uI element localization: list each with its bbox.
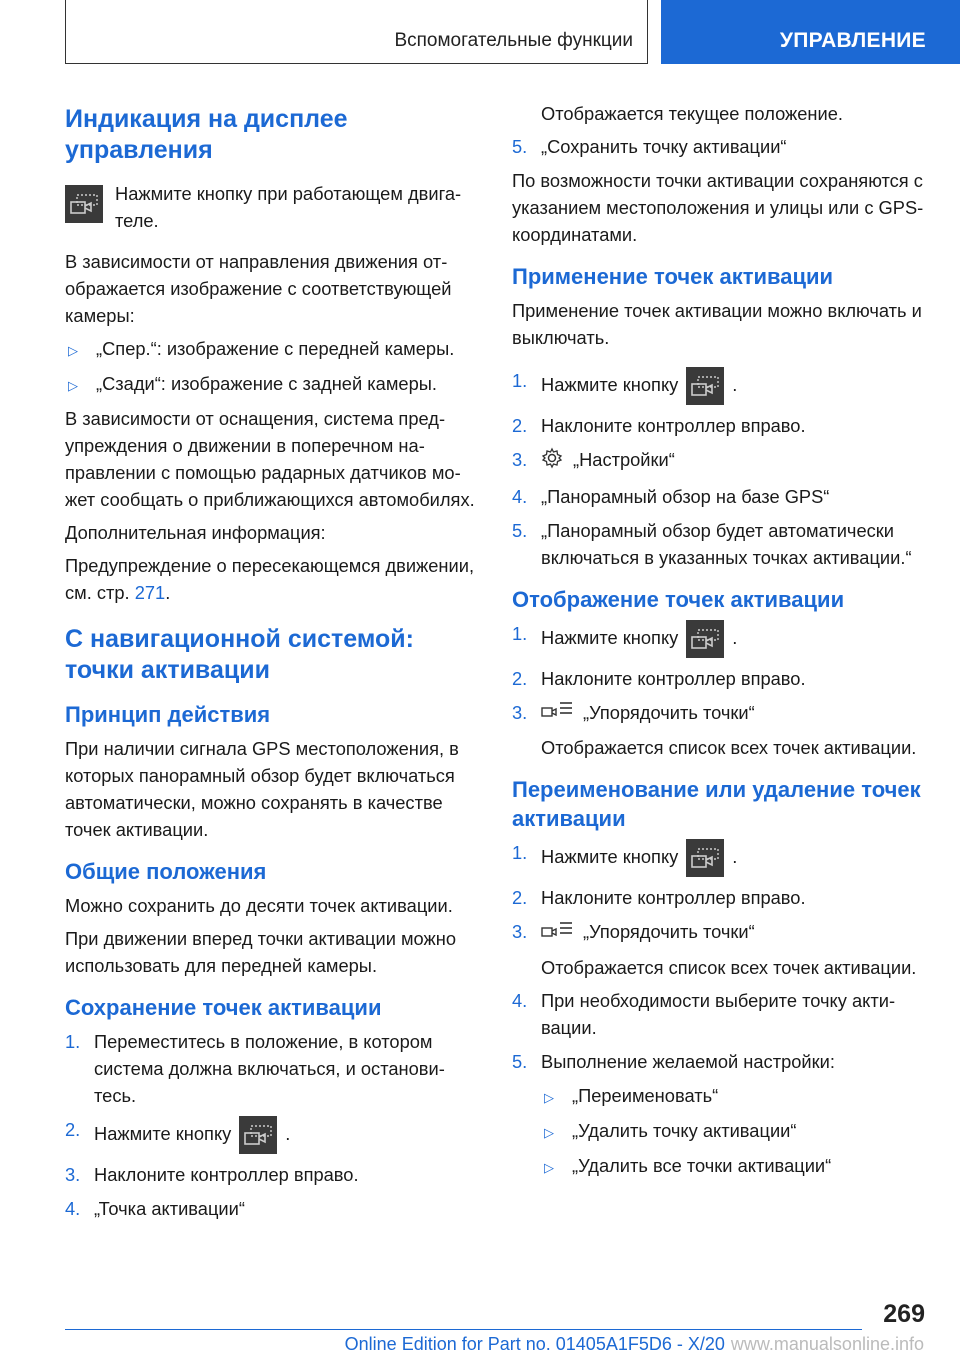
heading-show: Отображение точек активации <box>512 586 845 612</box>
header-chapter-tab <box>661 0 960 64</box>
list-item <box>65 1028 480 1109</box>
footer-edition-text: Online Edition for Part no. 01405A1F5D6 - X/20 <box>344 1334 725 1354</box>
step-text: Наклоните контроллер вправо. <box>541 415 806 436</box>
list-item: 1. Нажмите кнопку . <box>512 367 927 405</box>
step-number: 5. <box>512 136 528 157</box>
step-text: Наклоните контроллер вправо. <box>94 1164 359 1185</box>
list-icon <box>541 700 573 727</box>
footer-divider <box>65 1329 862 1330</box>
paragraph: Отображается список всех точек активации. <box>541 737 917 759</box>
list-item-text: „Спер.“: изображение с передней камеры. <box>96 338 455 359</box>
list-item: 1. Нажмите кнопку . <box>512 839 927 877</box>
heading-display: Индикация на дисплее управления <box>65 105 348 164</box>
step-number: 4. <box>512 485 528 507</box>
list-item <box>65 370 480 397</box>
list-item: 2. Нажмите кнопку . <box>65 1116 480 1154</box>
camera-button-icon <box>686 839 724 877</box>
camera-button-icon <box>686 367 724 405</box>
step-text: „Точка активации“ <box>94 1198 245 1219</box>
paragraph-text: . <box>165 582 171 603</box>
header-section-box <box>65 0 648 64</box>
step-number: 2. <box>512 415 528 436</box>
right-column <box>512 100 927 1187</box>
paragraph: Применение точек активации можно включать и выключать. <box>512 300 922 348</box>
step-text: „Сохранить точку активации“ <box>541 136 787 157</box>
step-number: 1. <box>512 370 528 391</box>
paragraph: В зависимости от оснащения, система предупреждения о движении в поперечном направлении с помощью радарных датчиков может сообщать о приближающихся автомобилях. <box>65 408 475 510</box>
header-chapter-title: УПРАВЛЕНИЕ <box>779 29 926 52</box>
list-item: 1. Нажмите кнопку . <box>512 620 927 658</box>
list-item <box>512 884 927 911</box>
paragraph: В зависимости от направления движения отображается изображение с соответствующей камеры: <box>65 251 452 326</box>
step-number: 3. <box>512 921 528 943</box>
step-number: 2. <box>512 887 528 909</box>
list-item-text: „Удалить точку активации“ <box>572 1120 797 1142</box>
heading-rename: Переименование или удаление точек активации <box>512 777 921 832</box>
watermark: www.manualsonline.info <box>730 1334 924 1354</box>
step-number: 4. <box>512 990 528 1012</box>
list-item-text: „Удалить все точки активации“ <box>572 1155 832 1177</box>
list-item <box>512 987 927 1041</box>
list-item <box>512 1117 927 1144</box>
step-number: 5. <box>512 519 528 541</box>
list-item <box>512 446 927 476</box>
triangle-right-icon: ▷ <box>68 378 78 393</box>
step-number: 2. <box>512 667 528 689</box>
intro-row <box>65 180 480 234</box>
paragraph: При наличии сигнала GPS местоположения, в которых панорамный обзор будет включаться автоматически, можно сохранять в качестве точек активации. <box>65 738 459 840</box>
heading-principle: Принцип действия <box>65 702 271 727</box>
paragraph <box>65 552 480 606</box>
paragraph: Отображается список всех точек активации. <box>541 957 917 979</box>
step-number: 3. <box>65 1164 81 1185</box>
list-item <box>512 699 927 728</box>
step-number: 3. <box>512 449 528 470</box>
left-column <box>65 100 480 1229</box>
triangle-right-icon: ▷ <box>544 1090 554 1106</box>
intro-text: Нажмите кнопку при работающем двигателе. <box>115 183 462 231</box>
list-item <box>512 517 927 571</box>
step-number: 5. <box>512 1051 528 1073</box>
step-number: 1. <box>65 1031 81 1052</box>
paragraph: Отображается текущее положение. <box>541 103 843 124</box>
page-number: 269 <box>883 1300 925 1328</box>
paragraph: При движении вперед точки активации можно использовать для передней камеры. <box>65 928 457 976</box>
step-text: „Панорамный обзор на базе GPS“ <box>541 485 830 507</box>
footer-edition <box>0 1334 924 1355</box>
paragraph-text: Предупреждение о пересекающемся движении, см. стр. <box>65 555 475 603</box>
step-number: 2. <box>65 1119 81 1140</box>
step-text: Нажмите кнопку <box>541 846 679 868</box>
list-item <box>512 1048 927 1075</box>
list-item <box>65 1161 480 1188</box>
list-item <box>512 918 927 947</box>
triangle-right-icon: ▷ <box>68 343 78 358</box>
step-text: Наклоните контроллер вправо. <box>541 667 806 689</box>
step-text: „Настройки“ <box>573 449 675 470</box>
step-number: 4. <box>65 1198 81 1219</box>
paragraph: Можно сохранить до десяти точек активации. <box>65 895 453 916</box>
step-text: Переместитесь в положение, в котором система должна включаться, и остановитесь. <box>94 1031 445 1106</box>
step-text: Нажмите кнопку <box>541 373 679 395</box>
triangle-right-icon: ▷ <box>544 1160 554 1176</box>
step-number: 1. <box>512 622 528 644</box>
step-text: „Упорядочить точки“ <box>583 701 755 723</box>
list-item <box>512 483 927 510</box>
heading-apply: Применение точек активации <box>512 264 834 289</box>
step-number: 3. <box>512 701 528 723</box>
list-item <box>512 412 927 439</box>
gear-icon <box>541 447 563 476</box>
heading-navigation: С навигационной системой: точки активации <box>65 625 414 684</box>
list-item <box>65 335 480 362</box>
list-item <box>65 1195 480 1222</box>
step-text: „Упорядочить точки“ <box>583 921 755 943</box>
step-text: Наклоните контроллер вправо. <box>541 887 806 909</box>
page-link[interactable]: 271 <box>134 582 166 603</box>
step-text: Выполнение желаемой настройки: <box>541 1051 835 1073</box>
list-item <box>512 133 927 160</box>
list-item <box>512 1082 927 1109</box>
step-text: Нажмите кнопку <box>541 626 679 648</box>
triangle-right-icon: ▷ <box>544 1125 554 1141</box>
heading-general: Общие положения <box>65 859 267 884</box>
camera-button-icon <box>686 620 724 658</box>
step-text: Нажмите кнопку <box>94 1122 232 1144</box>
paragraph: Дополнительная информация: <box>65 522 326 543</box>
header-section-title: Вспомогательные функции <box>394 30 633 51</box>
list-item <box>512 665 927 692</box>
step-text: При необходимости выберите точку активации. <box>541 990 896 1039</box>
heading-save: Сохранение точек активации <box>65 995 382 1020</box>
paragraph: По возможности точки активации сохраняются с указанием местоположения и улицы или с GPS-координатами. <box>512 170 924 245</box>
step-text: „Панорамный обзор будет автоматически включаться в указанных точках активации.“ <box>541 519 912 568</box>
camera-button-icon <box>65 185 103 223</box>
list-item <box>512 1152 927 1179</box>
step-number: 1. <box>512 842 528 864</box>
list-item-text: „Сзади“: изображение с задней камеры. <box>96 373 437 394</box>
list-icon <box>541 920 573 947</box>
list-item-text: „Переименовать“ <box>572 1085 719 1107</box>
camera-button-icon <box>239 1116 277 1154</box>
